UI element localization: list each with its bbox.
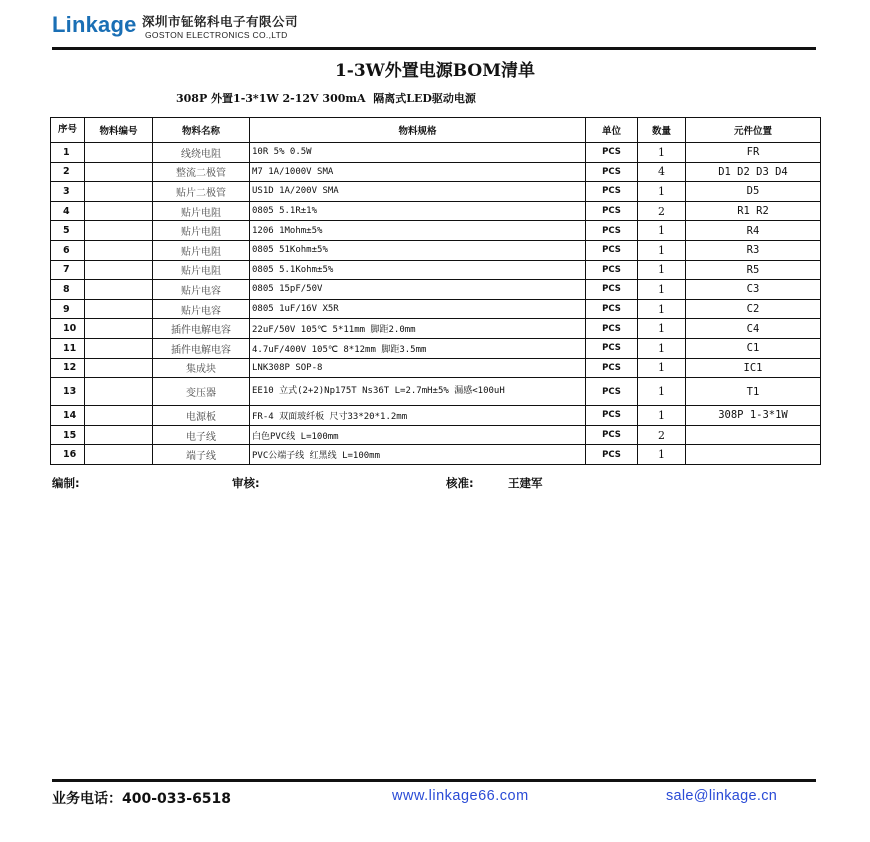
header-divider — [52, 47, 816, 50]
unit-cell: PCS — [586, 445, 638, 465]
table-row — [51, 260, 821, 280]
component-position-cell: R4 — [686, 221, 821, 241]
col-header-code: 物料编号 — [85, 118, 153, 143]
col-header-qty: 数量 — [638, 118, 686, 143]
unit-cell: PCS — [586, 299, 638, 319]
row-number-cell: 4 — [51, 201, 85, 221]
material-spec-cell: EE10 立式(2+2)Np175T Ns36T L=2.7mH±5% 漏感<100uH — [250, 378, 586, 406]
row-number-cell: 3 — [51, 182, 85, 202]
table-row — [51, 221, 821, 241]
component-position-cell: T1 — [686, 378, 821, 406]
component-position-cell: C4 — [686, 319, 821, 339]
quantity-cell: 1 — [638, 319, 686, 339]
table-row — [51, 378, 821, 406]
table-row — [51, 406, 821, 426]
quantity-cell: 1 — [638, 299, 686, 319]
row-number-cell: 15 — [51, 425, 85, 445]
material-code-cell — [85, 260, 153, 280]
footer-divider — [52, 779, 816, 782]
unit-cell: PCS — [586, 201, 638, 221]
material-spec-cell: US1D 1A/200V SMA — [250, 182, 586, 202]
table-row — [51, 319, 821, 339]
quantity-cell: 1 — [638, 406, 686, 426]
prepared-by-label: 编制: — [52, 476, 80, 490]
table-row — [51, 299, 821, 319]
material-name-cell: 贴片电容 — [153, 299, 250, 319]
table-row — [51, 240, 821, 260]
unit-cell: PCS — [586, 143, 638, 163]
unit-cell: PCS — [586, 338, 638, 358]
material-name-cell: 线绕电阻 — [153, 143, 250, 163]
material-name-cell: 贴片电阻 — [153, 260, 250, 280]
material-spec-cell: 22uF/50V 105℃ 5*11mm 脚距2.0mm — [250, 319, 586, 339]
material-name-cell: 集成块 — [153, 358, 250, 378]
material-spec-cell: 0805 1uF/16V X5R — [250, 299, 586, 319]
quantity-cell: 2 — [638, 201, 686, 221]
row-number-cell: 16 — [51, 445, 85, 465]
quantity-cell: 1 — [638, 338, 686, 358]
quantity-cell: 1 — [638, 240, 686, 260]
component-position-cell: R5 — [686, 260, 821, 280]
material-spec-cell: FR-4 双面玻纤板 尺寸33*20*1.2mm — [250, 406, 586, 426]
row-number-cell: 13 — [51, 378, 85, 406]
material-code-cell — [85, 201, 153, 221]
sales-phone: 业务电话：400-033-6518 — [52, 791, 232, 807]
table-row — [51, 338, 821, 358]
col-header-spec: 物料规格 — [250, 118, 586, 143]
company-name-en: GOSTON ELECTRONICS CO.,LTD — [145, 30, 288, 40]
material-code-cell — [85, 445, 153, 465]
material-spec-cell: LNK308P SOP-8 — [250, 358, 586, 378]
document-title: 1-3W外置电源BOM清单 — [334, 61, 536, 81]
component-position-cell: C3 — [686, 280, 821, 300]
material-spec-cell: 0805 5.1Kohm±5% — [250, 260, 586, 280]
table-row — [51, 425, 821, 445]
material-code-cell — [85, 406, 153, 426]
material-code-cell — [85, 338, 153, 358]
component-position-cell: FR — [686, 143, 821, 163]
unit-cell: PCS — [586, 319, 638, 339]
table-row — [51, 280, 821, 300]
table-header-row — [51, 118, 821, 143]
row-number-cell: 14 — [51, 406, 85, 426]
bom-table-body — [51, 143, 821, 465]
quantity-cell: 1 — [638, 182, 686, 202]
email-link[interactable]: sale@linkage.cn — [666, 788, 778, 804]
quantity-cell: 1 — [638, 221, 686, 241]
material-spec-cell: 0805 15pF/50V — [250, 280, 586, 300]
row-number-cell: 9 — [51, 299, 85, 319]
table-row — [51, 358, 821, 378]
component-position-cell: D5 — [686, 182, 821, 202]
col-header-no: 序号 — [51, 118, 85, 143]
material-code-cell — [85, 378, 153, 406]
table-row — [51, 182, 821, 202]
col-header-position: 元件位置 — [686, 118, 821, 143]
row-number-cell: 6 — [51, 240, 85, 260]
page-header — [52, 8, 822, 42]
component-position-cell: C1 — [686, 338, 821, 358]
material-code-cell — [85, 319, 153, 339]
material-code-cell — [85, 182, 153, 202]
material-spec-cell: 0805 51Kohm±5% — [250, 240, 586, 260]
row-number-cell: 7 — [51, 260, 85, 280]
material-name-cell: 插件电解电容 — [153, 338, 250, 358]
material-code-cell — [85, 280, 153, 300]
quantity-cell: 4 — [638, 162, 686, 182]
material-name-cell: 贴片二极管 — [153, 182, 250, 202]
unit-cell: PCS — [586, 260, 638, 280]
table-row — [51, 201, 821, 221]
linkage-logo: Linkage — [52, 12, 137, 37]
row-number-cell: 11 — [51, 338, 85, 358]
row-number-cell: 2 — [51, 162, 85, 182]
quantity-cell: 1 — [638, 445, 686, 465]
material-name-cell: 贴片电阻 — [153, 201, 250, 221]
row-number-cell: 1 — [51, 143, 85, 163]
unit-cell: PCS — [586, 162, 638, 182]
row-number-cell: 12 — [51, 358, 85, 378]
material-name-cell: 电子线 — [153, 425, 250, 445]
quantity-cell: 1 — [638, 358, 686, 378]
quantity-cell: 1 — [638, 280, 686, 300]
bom-table — [50, 117, 821, 465]
component-position-cell: C2 — [686, 299, 821, 319]
material-name-cell: 插件电解电容 — [153, 319, 250, 339]
unit-cell: PCS — [586, 280, 638, 300]
material-spec-cell: 10R 5% 0.5W — [250, 143, 586, 163]
material-code-cell — [85, 162, 153, 182]
table-row — [51, 143, 821, 163]
material-name-cell: 贴片电容 — [153, 280, 250, 300]
material-name-cell: 贴片电阻 — [153, 240, 250, 260]
material-spec-cell: 4.7uF/400V 105℃ 8*12mm 脚距3.5mm — [250, 338, 586, 358]
material-spec-cell: PVC公端子线 红黑线 L=100mm — [250, 445, 586, 465]
quantity-cell: 1 — [638, 260, 686, 280]
material-code-cell — [85, 240, 153, 260]
row-number-cell: 5 — [51, 221, 85, 241]
unit-cell: PCS — [586, 378, 638, 406]
material-spec-cell: 白色PVC线 L=100mm — [250, 425, 586, 445]
material-code-cell — [85, 143, 153, 163]
table-row — [51, 162, 821, 182]
unit-cell: PCS — [586, 358, 638, 378]
approved-by-name: 王建军 — [508, 476, 543, 490]
material-name-cell: 端子线 — [153, 445, 250, 465]
unit-cell: PCS — [586, 406, 638, 426]
material-code-cell — [85, 221, 153, 241]
material-spec-cell: 1206 1Mohm±5% — [250, 221, 586, 241]
material-spec-cell: M7 1A/1000V SMA — [250, 162, 586, 182]
unit-cell: PCS — [586, 240, 638, 260]
component-position-cell: IC1 — [686, 358, 821, 378]
col-header-name: 物料名称 — [153, 118, 250, 143]
unit-cell: PCS — [586, 425, 638, 445]
material-code-cell — [85, 299, 153, 319]
row-number-cell: 8 — [51, 280, 85, 300]
document-subtitle: 308P 外置1-3*1W 2-12V 300mA 隔离式LED驱动电源 — [176, 92, 476, 105]
material-name-cell: 电源板 — [153, 406, 250, 426]
component-position-cell: D1 D2 D3 D4 — [686, 162, 821, 182]
quantity-cell: 1 — [638, 143, 686, 163]
approved-by-label: 核准: — [446, 476, 474, 490]
component-position-cell: R1 R2 — [686, 201, 821, 221]
company-name-cn: 深圳市钲铭科电子有限公司 — [142, 14, 299, 29]
material-name-cell: 整流二极管 — [153, 162, 250, 182]
material-name-cell: 贴片电阻 — [153, 221, 250, 241]
website-link[interactable]: www.linkage66.com — [392, 788, 529, 804]
component-position-cell: 308P 1-3*1W — [686, 406, 821, 426]
material-code-cell — [85, 358, 153, 378]
component-position-cell — [686, 445, 821, 465]
material-spec-cell: 0805 5.1R±1% — [250, 201, 586, 221]
unit-cell: PCS — [586, 221, 638, 241]
reviewed-by-label: 审核: — [232, 476, 260, 490]
component-position-cell: R3 — [686, 240, 821, 260]
material-code-cell — [85, 425, 153, 445]
material-name-cell: 变压器 — [153, 378, 250, 406]
quantity-cell: 2 — [638, 425, 686, 445]
row-number-cell: 10 — [51, 319, 85, 339]
component-position-cell — [686, 425, 821, 445]
quantity-cell: 1 — [638, 378, 686, 406]
unit-cell: PCS — [586, 182, 638, 202]
col-header-unit: 单位 — [586, 118, 638, 143]
table-row — [51, 445, 821, 465]
